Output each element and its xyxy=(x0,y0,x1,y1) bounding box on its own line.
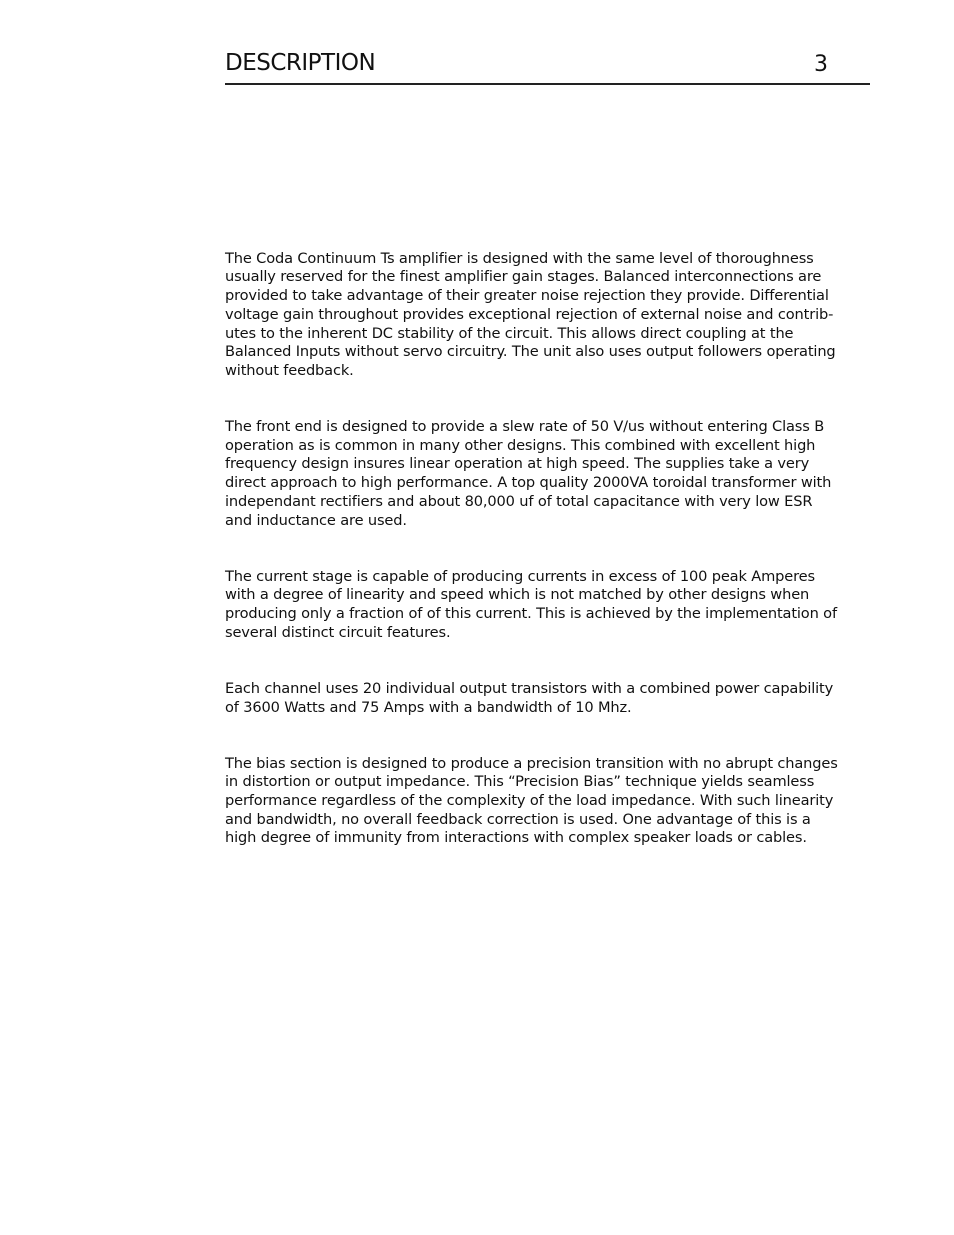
paragraph-overview: The Coda Continuum Ts amplifier is designed with the same level of thoroughness usually reserved for the finest amplifier gain stages. Balanced interconnections are provided to take advantage of their greater noise rejection they provide. Differential voltage gain throughout provides exceptional rejection of external noise and contrib- utes to the inherent DC stability of the circuit. This allows direct coupling at the Balanced Inputs without servo circuitry. The unit also uses output followers operating without feedback. xyxy=(225,249,836,379)
paragraph-current-stage: The current stage is capable of producing currents in excess of 100 peak Amperes with a degree of linearity and speed which is not matched by other designs when producing only a fraction of of this current. This is achieved by the implementation of several distinct circuit features. xyxy=(225,567,837,641)
page-number: 3 xyxy=(814,52,828,77)
paragraph-bias-section: The bias section is designed to produce a precision transition with no abrupt changes in distortion or output impedance. This “Precision Bias” technique yields seamless performance regardless of the complexity of the load impedance. With such linearity and bandwidth, no overall feedback correction is used. One advantage of this is a high degree of immunity from interactions with complex speaker loads or cables. xyxy=(225,754,838,847)
description-body xyxy=(225,231,875,886)
page-header xyxy=(225,44,870,85)
paragraph-output-transistors: Each channel uses 20 individual output transistors with a combined power capability of 3600 Watts and 75 Amps with a bandwidth of 10 Mhz. xyxy=(225,679,834,716)
section-title: DESCRIPTION xyxy=(225,50,376,76)
paragraph-front-end: The front end is designed to provide a slew rate of 50 V/us without entering Class B operation as is common in many other designs. This combined with excellent high frequency design insures linear operation at high speed. The supplies take a very direct approach to high performance. A top quality 2000VA toroidal transformer with independant rectifiers and about 80,000 uf of total capacitance with very low ESR and inductance are used. xyxy=(225,418,832,529)
